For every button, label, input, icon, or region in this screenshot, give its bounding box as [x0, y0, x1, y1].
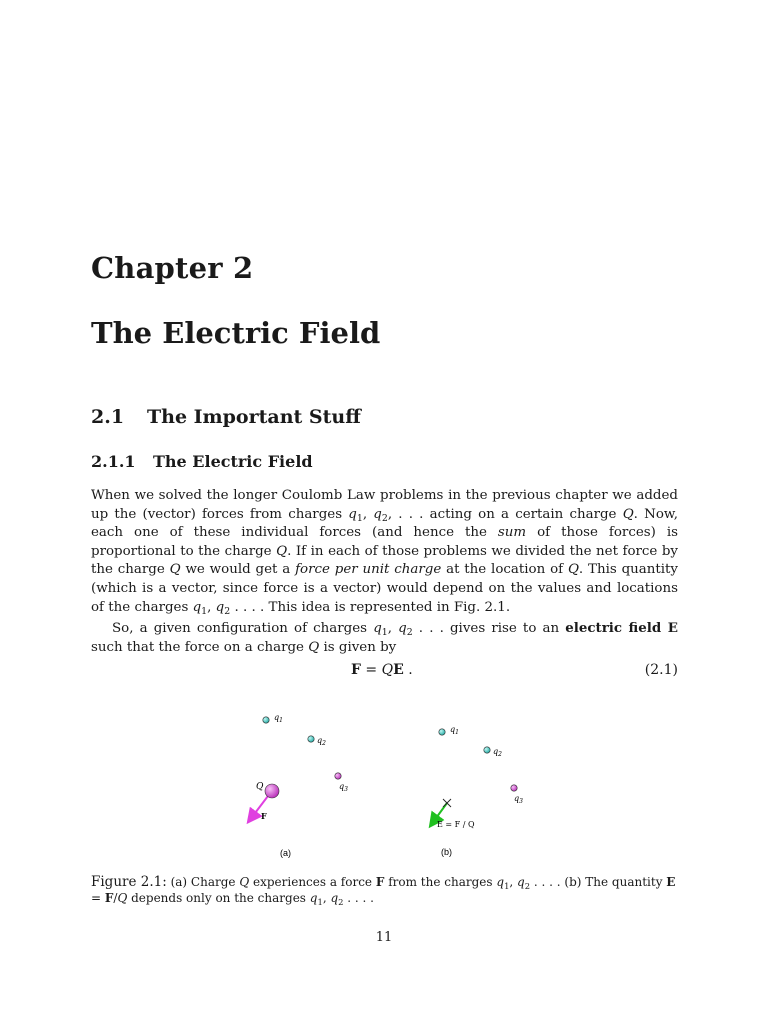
section-title: The Important Stuff — [147, 406, 361, 428]
charge-q3-b — [511, 785, 517, 791]
figure-caption: Figure 2.1: (a) Charge Q experiences a force F from the charges $q_1$, $q_2$ . . . . (b) The quantity E = F/Q depends only on the charges $q_1$, $q_2$ . . . . — [91, 874, 676, 907]
panel-b-label: (b) — [441, 847, 452, 857]
charge-q1-b — [439, 729, 445, 735]
panel-a-label: (a) — [280, 848, 291, 858]
charge-q1-a — [263, 717, 269, 723]
equation-formula: F = QE . — [351, 662, 413, 678]
charge-Q — [265, 784, 279, 798]
page-number: 11 — [375, 930, 393, 945]
paragraph-1: When we solved the longer Coulomb Law problems in the previous chapter we added up the (vector) forces from charges $q_1$, $q_2$, . . . acting on a certain charge Q. Now, each one of these individual forces (and hence the sum of those forces) is proportional to the charge Q. If in each of those problems we divided the net force by the charge Q we would get a force per unit charge at the location of Q. This quantity (which is a vector, since force is a vector) would depend on the values and locations of the charges $q_1$, $q_2$ . . . . This idea is represented in Fig. 2.1. — [91, 488, 679, 617]
equation-number: (2.1) — [644, 662, 678, 678]
chapter-title: The Electric Field — [91, 316, 381, 350]
paragraph-2: So, a given configuration of charges $q_1$, $q_2$ . . . gives rise to an electric field E such that the force on a charge Q is given by — [91, 620, 678, 655]
label-q2-a: $q_2$ — [317, 736, 326, 747]
charge-q3-a — [335, 773, 341, 779]
chapter-label: Chapter 2 — [91, 251, 254, 285]
label-q3-a: $q_3$ — [339, 782, 348, 793]
equation-2-1 — [91, 662, 678, 682]
panel-b — [431, 725, 523, 857]
label-q2-b: $q_2$ — [493, 747, 502, 758]
section-heading — [91, 406, 361, 428]
subsection-heading — [91, 452, 313, 471]
section-number: 2.1 — [91, 406, 125, 428]
label-F: F — [261, 811, 267, 821]
subsection-number: 2.1.1 — [91, 452, 136, 471]
charge-q2-b — [484, 747, 490, 753]
label-Q: Q — [256, 782, 264, 792]
label-E-equals-F-over-Q: E = F / Q — [437, 820, 475, 829]
label-q3-b: $q_3$ — [514, 794, 523, 805]
label-q1-a: $q_1$ — [274, 713, 283, 724]
label-q1-b: $q_1$ — [450, 725, 459, 736]
figure-2-1 — [0, 700, 768, 870]
charge-q2-a — [308, 736, 314, 742]
subsection-title: The Electric Field — [153, 452, 313, 471]
field-point-cross — [443, 799, 451, 807]
panel-a — [249, 713, 348, 858]
